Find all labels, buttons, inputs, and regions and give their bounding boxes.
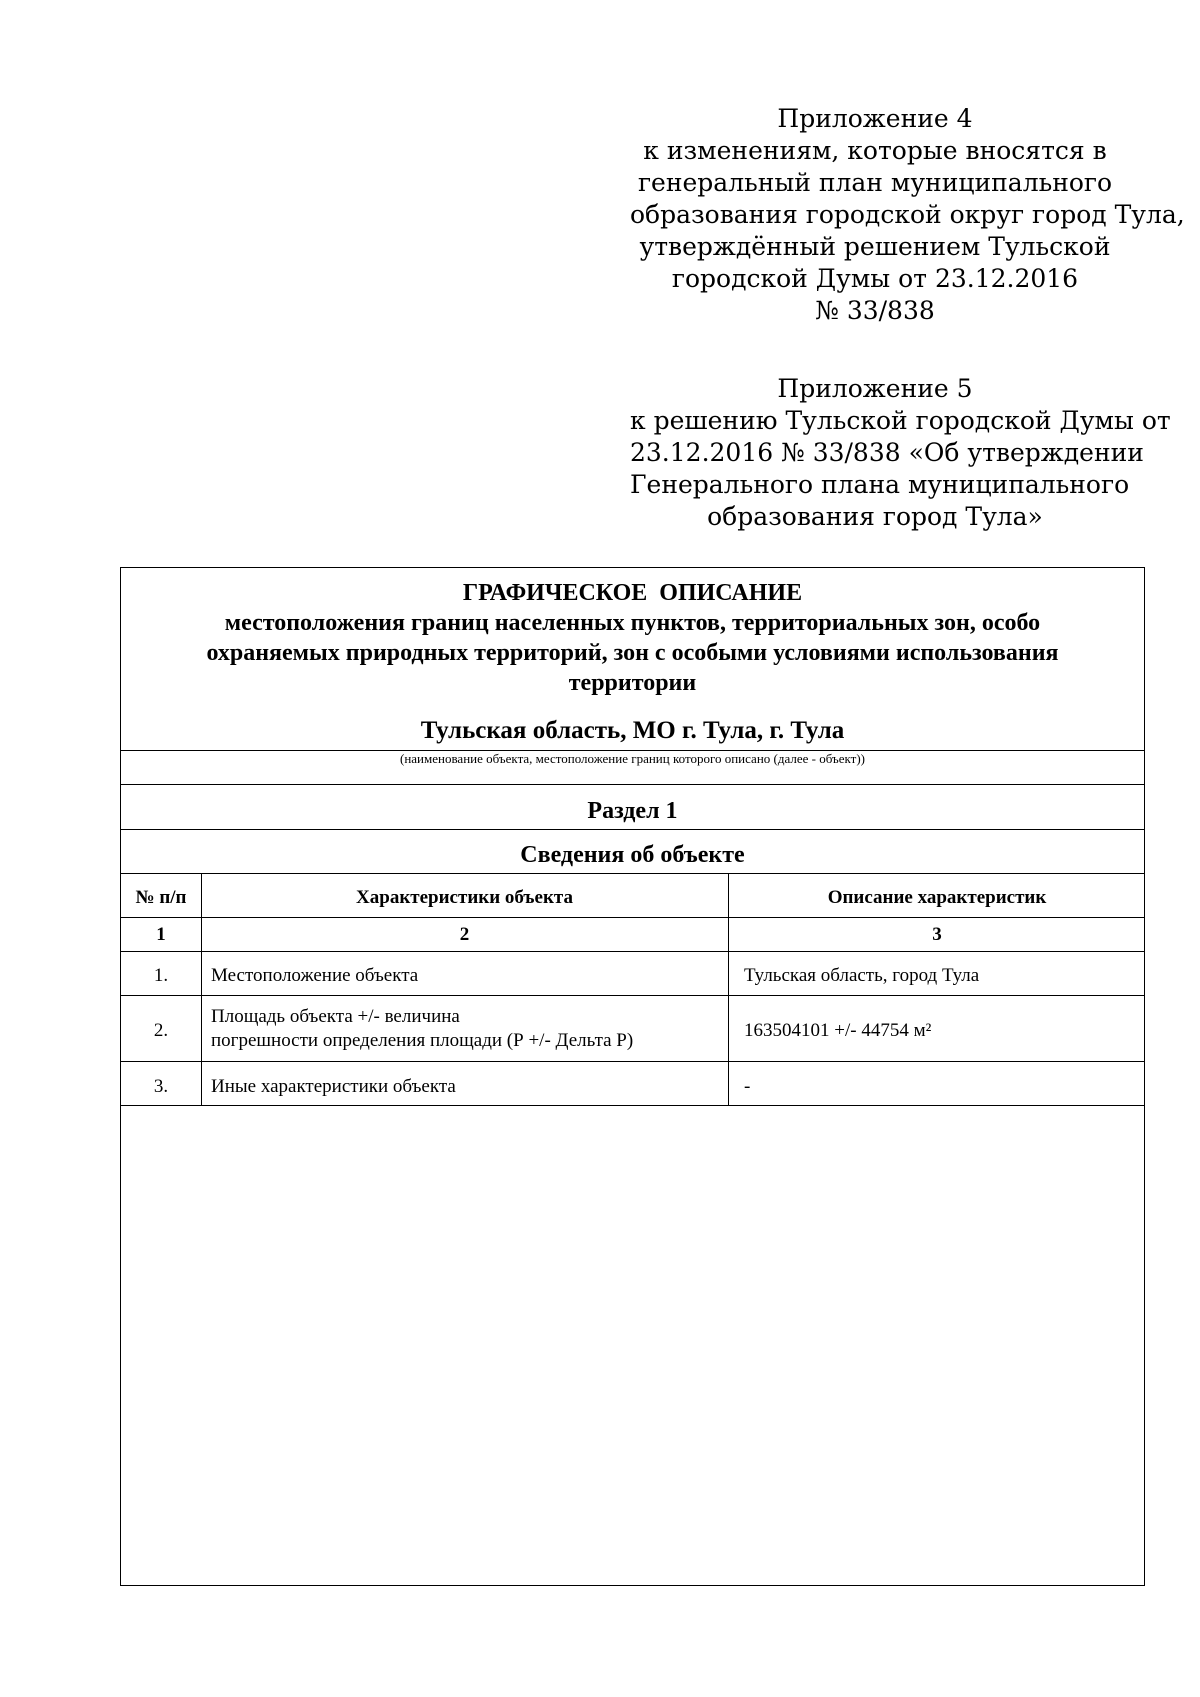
appendix-5-header: [630, 373, 1171, 533]
row-number: 3.: [153, 1076, 169, 1097]
column-number: 1: [156, 924, 166, 945]
column-divider: [728, 873, 729, 1105]
appendix-4-line: Приложение 4: [777, 104, 973, 133]
appendix-4-line: утверждённый решением Тульской: [639, 232, 1111, 261]
object-name: Тульская область, МО г. Тула, г. Тула: [420, 717, 845, 744]
header-characteristic: Характеристики объекта: [356, 887, 573, 908]
appendix-5-line: Генерального плана муниципального: [630, 470, 1130, 499]
appendix-5-line: образования город Тула»: [707, 502, 1043, 531]
divider: [121, 784, 1144, 785]
form-title-block: [121, 578, 1144, 698]
appendix-4-line: № 33/838: [815, 296, 935, 325]
divider: [121, 1061, 1144, 1062]
appendix-4-line: образования городской округ город Тула,: [630, 200, 1185, 229]
row-description: Тульская область, город Тула: [744, 965, 980, 986]
graphic-description-form: [120, 567, 1145, 1586]
appendix-4-line: к изменениям, которые вносятся в: [643, 136, 1107, 165]
appendix-4-line: генеральный план муниципального: [637, 168, 1113, 197]
column-divider: [201, 873, 202, 1105]
column-number: 2: [459, 924, 470, 945]
appendix-5-line: 23.12.2016 № 33/838 «Об утверждении: [630, 438, 1144, 467]
row-characteristic: Местоположение объекта: [211, 965, 419, 986]
appendix-5-line: Приложение 5: [777, 374, 973, 403]
form-subtitle-line: местоположения границ населенных пунктов, территориальных зон, особо: [224, 610, 1041, 636]
divider: [121, 917, 1144, 918]
appendix-5-line: к решению Тульской городской Думы от: [630, 406, 1171, 435]
appendix-4-header: [630, 103, 1185, 327]
header-description: Описание характеристик: [827, 887, 1047, 908]
row-characteristic: Иные характеристики объекта: [211, 1076, 456, 1097]
object-name-note: (наименование объекта, местоположение границ которого описано (далее - объект)): [400, 751, 865, 766]
column-number: 3: [932, 924, 942, 945]
divider: [121, 995, 1144, 996]
form-subtitle-line: охраняемых природных территорий, зон с особыми условиями использования: [206, 640, 1059, 666]
divider: [121, 829, 1144, 830]
row-description: -: [744, 1076, 751, 1097]
row-characteristic: Площадь объекта +/- величина: [211, 1006, 460, 1027]
header-number: № п/п: [135, 887, 187, 908]
form-subtitle-line: территории: [568, 670, 697, 696]
row-characteristic: погрешности определения площади (Р +/- Дельта Р): [211, 1030, 634, 1051]
appendix-4-line: городской Думы от 23.12.2016: [671, 264, 1079, 293]
divider: [121, 951, 1144, 952]
section-label: Раздел 1: [587, 798, 678, 824]
divider: [121, 1105, 1144, 1106]
divider: [121, 873, 1144, 874]
section-title: Сведения об объекте: [520, 842, 745, 868]
row-number: 1.: [153, 965, 169, 986]
row-description: 163504101 +/- 44754 м²: [744, 1020, 932, 1041]
form-title: ГРАФИЧЕСКОЕ ОПИСАНИЕ: [462, 580, 803, 606]
row-number: 2.: [153, 1020, 169, 1041]
